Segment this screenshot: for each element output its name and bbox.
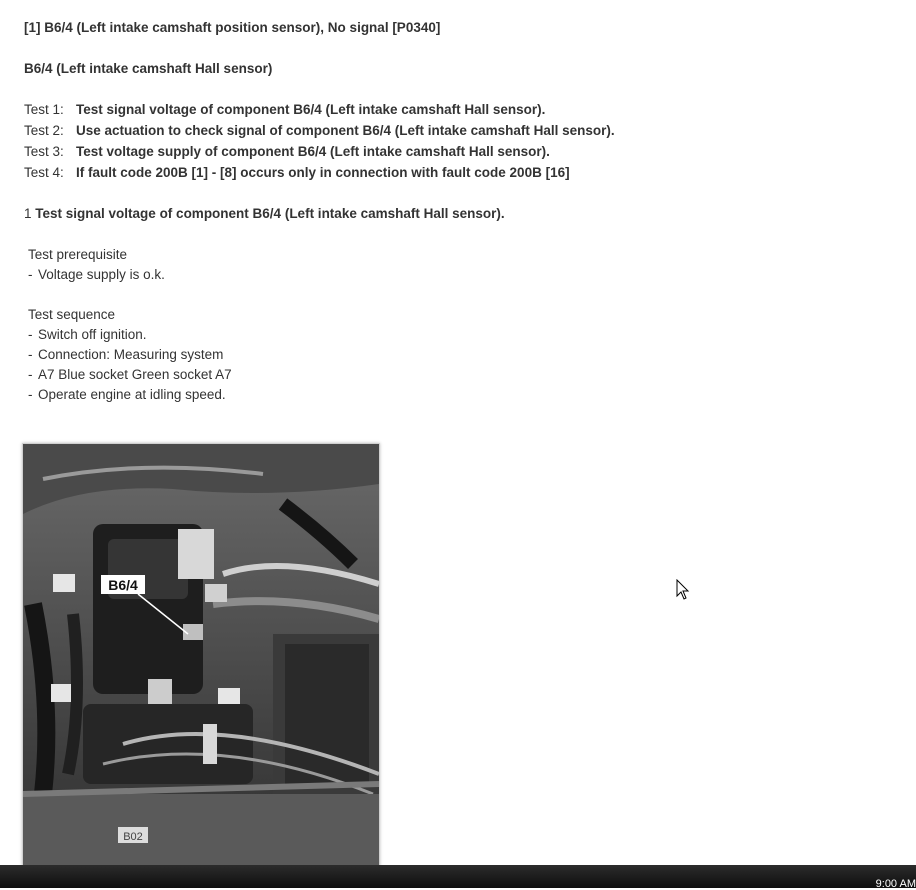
sequence-item: Connection: Measuring system: [38, 347, 224, 362]
test-link[interactable]: Test voltage supply of component B6/4 (Left intake camshaft Hall sensor).: [76, 144, 550, 159]
list-item: - Connection: Measuring system: [28, 347, 224, 362]
test-label: Test 3:: [24, 144, 64, 159]
taskbar-clock[interactable]: 9:00 AM: [875, 878, 916, 890]
bottom-label: B02: [123, 831, 143, 843]
test-row: [24, 143, 550, 161]
component-title: B6/4 (Left intake camshaft Hall sensor): [24, 61, 273, 76]
list-item: - Operate engine at idling speed.: [28, 387, 226, 402]
section-heading: [24, 205, 505, 223]
engine-photo: [22, 443, 380, 870]
list-item: - Switch off ignition.: [28, 327, 147, 342]
prerequisite-heading: Test prerequisite: [28, 247, 128, 262]
section-number: 1: [24, 206, 32, 221]
list-item: - A7 Blue socket Green socket A7: [28, 367, 232, 382]
prerequisite-item: Voltage supply is o.k.: [38, 267, 165, 282]
test-label: Test 2:: [24, 123, 64, 138]
test-link[interactable]: If fault code 200B [1] - [8] occurs only in connection with fault code 200B [16]: [76, 165, 570, 180]
test-link[interactable]: Test signal voltage of component B6/4 (Left intake camshaft Hall sensor).: [76, 102, 546, 117]
test-label: Test 4:: [24, 165, 64, 180]
test-row: [24, 122, 615, 140]
sequence-item: Operate engine at idling speed.: [38, 387, 226, 402]
list-item: - Voltage supply is o.k.: [28, 267, 165, 282]
taskbar: [0, 865, 916, 888]
engine-illustration: [23, 444, 379, 869]
mouse-pointer-icon: [676, 579, 690, 604]
test-row: [24, 101, 545, 119]
test-link[interactable]: Use actuation to check signal of component B6/4 (Left intake camshaft Hall sensor).: [76, 123, 615, 138]
sequence-heading: Test sequence: [28, 307, 116, 322]
section-title: Test signal voltage of component B6/4 (Left intake camshaft Hall sensor).: [35, 206, 505, 221]
test-row: [24, 164, 570, 182]
fault-title: [1] B6/4 (Left intake camshaft position sensor), No signal [P0340]: [24, 20, 441, 35]
test-label: Test 1:: [24, 102, 64, 117]
sequence-item: Switch off ignition.: [38, 327, 147, 342]
sequence-item: A7 Blue socket Green socket A7: [38, 367, 232, 382]
callout-label: B6/4: [108, 577, 138, 593]
